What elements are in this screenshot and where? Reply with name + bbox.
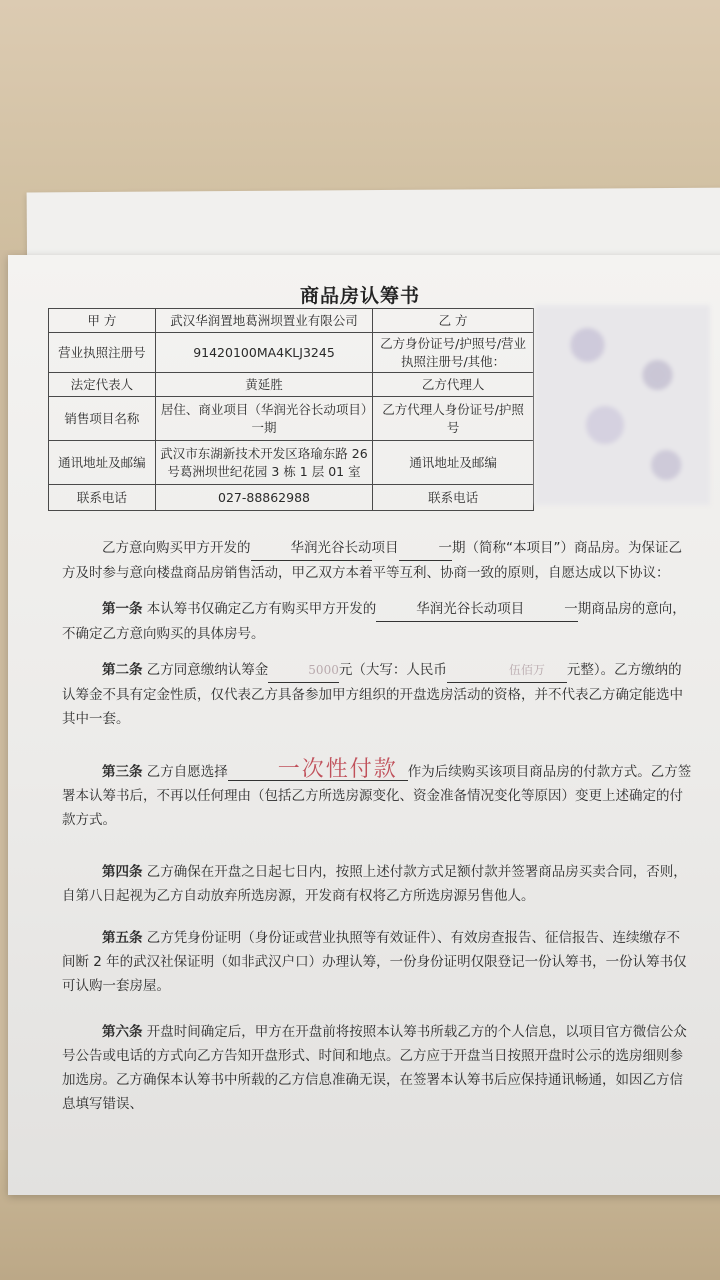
article-label: 第四条 bbox=[102, 864, 143, 880]
fill-phase: 一 bbox=[524, 597, 578, 622]
cell-party-a-value: 武汉华润置地葛洲坝置业有限公司 bbox=[155, 309, 372, 333]
article-1: 第一条 本认筹书仅确定乙方有购买甲方开发的 华润光谷长动项目 一期商品房的意向，不确定乙方意向购买的具体房号。 bbox=[62, 597, 692, 646]
handwritten-payment-choice: 一次性付款 bbox=[228, 760, 408, 781]
redacted-area bbox=[535, 305, 710, 505]
table-row bbox=[49, 485, 534, 511]
cell-party-b-id-label: 乙方身份证号/护照号/营业执照注册号/其他： bbox=[373, 333, 534, 373]
cell-legal-rep-value: 黄延胜 bbox=[155, 373, 372, 397]
fill-phase: 一 bbox=[399, 536, 453, 561]
article-6: 第六条 开盘时间确定后，甲方在开盘前将按照本认筹书所载乙方的个人信息，以项目官方微信公众号公告或电话的方式向乙方告知开盘形式、时间和地点。乙方应于开盘当日按照开盘时公示的选房细则参加选房。乙方确保本认筹书中所载的乙方信息准确无误，在签署本认筹书后应保持通讯畅通，如因乙方信息填写错误、 bbox=[62, 1024, 687, 1112]
handwritten-amount: 5000 bbox=[268, 658, 339, 683]
cell-address-label: 通讯地址及邮编 bbox=[49, 441, 156, 485]
cell-project-value: 居住、商业项目（华润光谷长动项目）一期 bbox=[155, 397, 372, 441]
article-label: 第五条 bbox=[102, 930, 143, 946]
article-label: 第三条 bbox=[102, 764, 143, 780]
article-label: 第二条 bbox=[102, 662, 143, 678]
handwritten-amount-words: 伍佰万 bbox=[447, 658, 567, 683]
cell-legal-rep-label: 法定代表人 bbox=[49, 373, 156, 397]
intro-paragraph: 乙方意向购买甲方开发的 华润光谷长动项目 一期（简称“本项目”）商品房。为保证乙方及时参与意向楼盘商品房销售活动，甲乙双方本着平等互利、协商一致的原则，自愿达成以下协议： bbox=[62, 536, 692, 585]
article-5: 第五条 乙方凭身份证明（身份证或营业执照等有效证件）、有效房查报告、征信报告、连续缴存不间断 2 年的武汉社保证明（如非武汉户口）办理认筹，一份身份证明仅限登记一份认筹书，一份认筹书仅可认购一套房屋。 bbox=[62, 930, 687, 994]
cell-party-b-phone-label: 联系电话 bbox=[373, 485, 534, 511]
cell-party-b-address-label: 通讯地址及邮编 bbox=[373, 441, 534, 485]
table-row bbox=[49, 441, 534, 485]
table-row bbox=[49, 373, 534, 397]
table-row bbox=[49, 333, 534, 373]
cell-phone-label: 联系电话 bbox=[49, 485, 156, 511]
article-label: 第一条 bbox=[102, 601, 143, 617]
table-row bbox=[49, 397, 534, 441]
cell-address-value: 武汉市东湖新技术开发区珞瑜东路 26 号葛洲坝世纪花园 3 栋 1 层 01 室 bbox=[155, 441, 372, 485]
article-label: 第六条 bbox=[102, 1024, 143, 1040]
table-row bbox=[49, 309, 534, 333]
article-2: 第二条 乙方同意缴纳认筹金 5000元（大写：人民币 伍佰万 元整）。乙方缴纳的认筹金不具有定金性质，仅代表乙方具备参加甲方组织的开盘选房活动的资格，并不代表乙方确定能选中其中一套。 bbox=[62, 658, 692, 731]
cell-party-a-label: 甲 方 bbox=[49, 309, 156, 333]
cell-agent-id-label: 乙方代理人身份证号/护照号 bbox=[373, 397, 534, 441]
cell-license-label: 营业执照注册号 bbox=[49, 333, 156, 373]
cell-phone-value: 027-88862988 bbox=[155, 485, 372, 511]
article-3: 第三条 乙方自愿选择 一次性付款 作为后续购买该项目商品房的付款方式。乙方签署本认筹书后，不再以任何理由（包括乙方所选房源变化、资金准备情况变化等原因）变更上述确定的付款方式。 bbox=[62, 757, 692, 828]
cell-license-value: 91420100MA4KLJ3245 bbox=[155, 333, 372, 373]
cell-party-b-label: 乙 方 bbox=[373, 309, 534, 333]
cell-agent-label: 乙方代理人 bbox=[373, 373, 534, 397]
article-4: 第四条 乙方确保在开盘之日起七日内，按照上述付款方式足额付款并签署商品房买卖合同，否则，自第八日起视为乙方自动放弃所选房源，开发商有权将乙方所选房源另售他人。 bbox=[62, 864, 687, 904]
document-title: 商品房认筹书 bbox=[299, 285, 420, 307]
info-table bbox=[48, 308, 534, 511]
fill-project: 华润光谷长动 bbox=[251, 536, 372, 561]
fill-project: 华润光谷长动项目 bbox=[376, 597, 524, 622]
cell-project-label: 销售项目名称 bbox=[49, 397, 156, 441]
